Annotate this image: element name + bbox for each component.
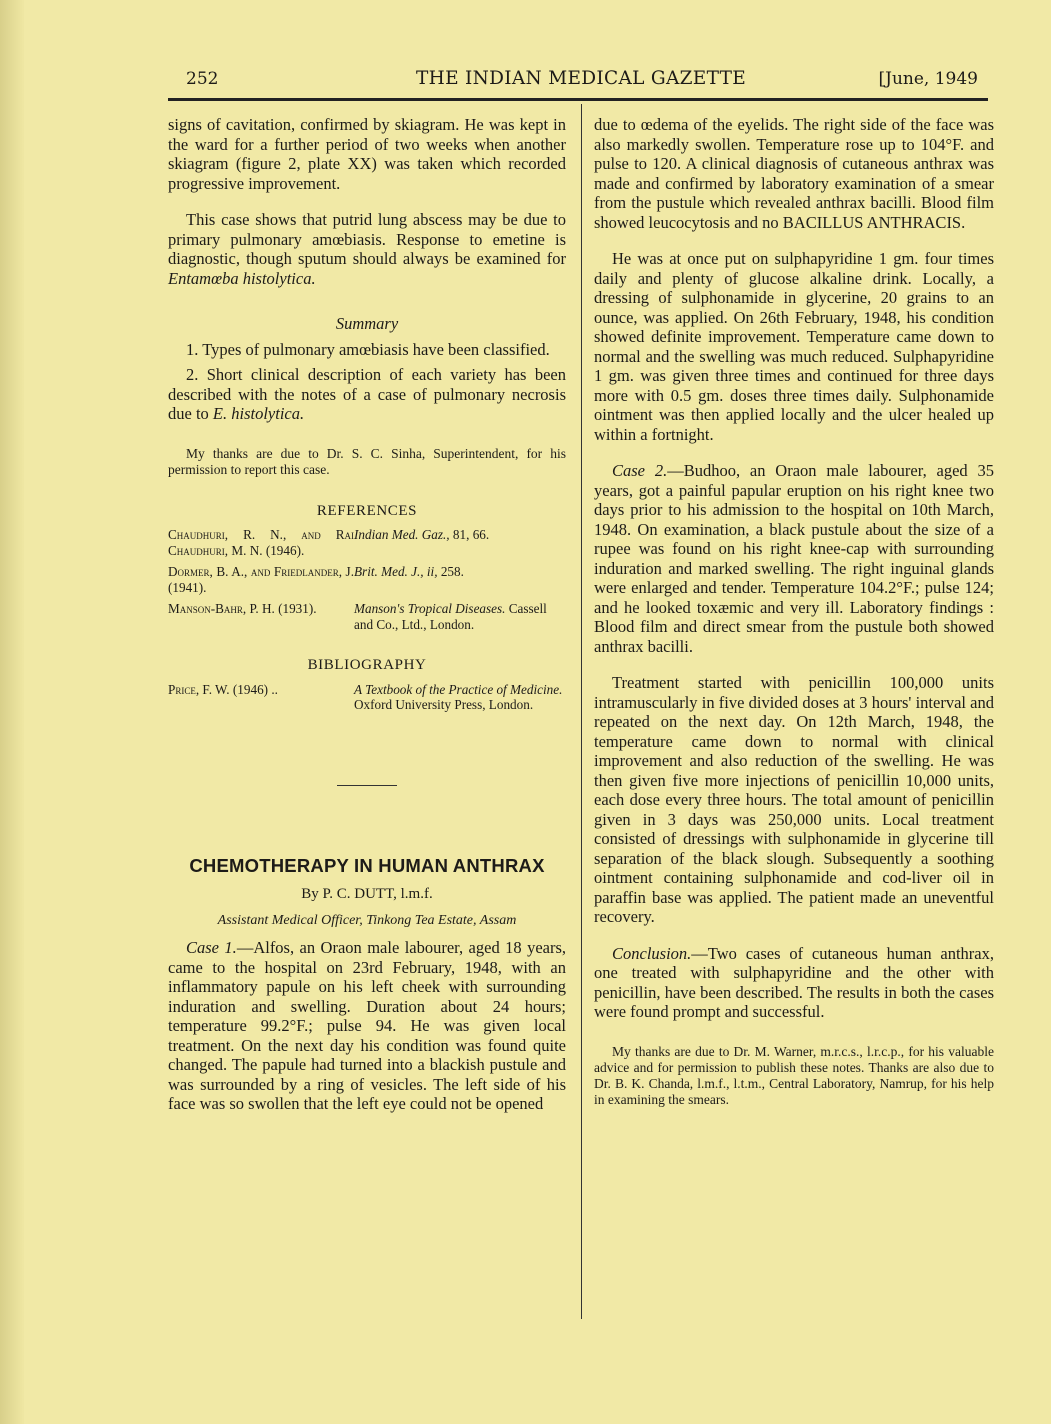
reference-item: Chaudhuri, R. N., and Rai Chaudhuri, M. N. (1946). Indian Med. Gaz., 81, 66. — [168, 527, 490, 558]
right-column — [594, 115, 994, 1108]
left-column — [168, 115, 566, 1114]
paragraph-penicillin: Treatment started with penicillin 100,000 units intramuscularly in five divided doses at 3 hours' interval and repeated on the next day. On 12th March, 1948, the temperature came down to normal with clinical improvement and also reduction of the swelling. He was then given five more injections of penicillin 10,000 units, each dose every three hours. The total amount of penicillin given in 3 days was 250,000 units. Local treatment consisted of dressings with sulphonamide in glycerine till separation of the black slough. Subsequently a soothing ointment containing sulphonamide and cod-liver oil in paraffin base was applied. The patient made an uneventful recovery. — [594, 673, 994, 926]
case-2-paragraph: Case 2.—Budhoo, an Oraon male labourer, aged 35 years, got a painful papular eruption on his right knee two days prior to his admission to the hospital on 10th March, 1948. On examination, a black pustule about the size of a rupee was found on his right knee-cap with surrounding induration and marked swelling. The right inguinal glands were enlarged and tender. Temperature 104.2°F.; pulse 124; and he looked toxæmic and very ill. Laboratory findings : Blood film and direct smear from the pustule both showed anthrax bacilli. — [594, 461, 994, 656]
running-header — [168, 66, 980, 94]
reference-item: Dormer, B. A., and Friedlander, J. (1941). Brit. Med. J., ii, 258. — [168, 564, 464, 595]
summary-item-2: 2. Short clinical description of each variety has been described with the notes of a case of pulmonary necrosis due to E. histolytica. — [168, 365, 566, 423]
conclusion-label: Conclusion. — [612, 943, 692, 963]
section-separator — [337, 785, 397, 786]
case-2-label: Case 2. — [612, 461, 668, 480]
summary-item-1: 1. Types of pulmonary amœbiasis have been classified. — [186, 339, 550, 359]
bibliography-item: Price, F. W. (1946) .. A Textbook of the Practice of Medicine. Oxford University Press, London. — [168, 681, 563, 712]
paragraph-case-1-continued: due to œdema of the eyelids. The right side of the face was also markedly swollen. Temperature rose up to 104°F. and pulse to 120. A clinical diagnosis of cutaneous anthrax was made and confirmed by laboratory examination of a smear from the pustule which revealed anthrax bacilli. Blood film showed leucocytosis and no BACILLUS ANTHRACIS. — [594, 115, 994, 232]
article-title: CHEMOTHERAPY IN HUMAN ANTHRAX — [189, 854, 545, 876]
conclusion-paragraph: Conclusion.—Two cases of cutaneous human anthrax, one treated with sulphapyridine and the other with penicillin, have been described. The results in both the cases were found prompt and successful. — [594, 943, 994, 1021]
header-rule — [168, 98, 988, 101]
case-1-label: Case 1. — [186, 938, 237, 957]
paragraph-cavitation: signs of cavitation, confirmed by skiagram. He was kept in the ward for a further period of two weeks when another skiagram (figure 2, plate XX) was taken which recorded progressive improvement. — [168, 115, 566, 193]
issue-date: [June, 1949 — [878, 69, 978, 89]
journal-title: THE INDIAN MEDICAL GAZETTE — [416, 68, 747, 89]
case-1-paragraph: Case 1.—Alfos, an Oraon male labourer, aged 18 years, came to the hospital on 23rd February, 1948, with an inflammatory papule on his left cheek with surrounding induration and swelling. Duration about 24 hours; temperature 99.2°F.; pulse 94. He was given local treatment. On the next day his condition was found quite changed. The papule had turned into a blackish pustule and was surrounded by a ring of vesicles. The left side of his face was so swollen that the left eye could not be opened — [168, 938, 567, 1113]
reference-item: Manson-Bahr, P. H. (1931). Manson's Tropical Diseases. Cassell and Co., Ltd., London. — [168, 601, 547, 632]
paragraph-lung-abscess: This case shows that putrid lung abscess may be due to primary pulmonary amœbiasis. Response to emetine is diagnostic, though sputum should always be examined for Entamœba histolytica. — [168, 210, 566, 288]
species-name: Entamœba histolytica. — [168, 268, 316, 288]
paragraph-sulphapyridine: He was at once put on sulphapyridine 1 gm. four times daily and plenty of glucose alkaline drink. Locally, a dressing of sulphonamide in glycerine, 20 grains to an ounce, was applied. On 26th February, 1948, his condition showed definite improvement. Temperature came down to normal and the swelling was much reduced. Sulphapyridine 1 gm. was given three times and continued for three days more with 0.5 gm. doses three times daily. Sulphonamide ointment was then applied locally and the ulcer healed up within a fortnight. — [594, 249, 994, 444]
article-acknowledgement: My thanks are due to Dr. M. Warner, m.r.c.s., l.r.c.p., for his valuable advice and for permission to publish these notes. Thanks are also due to Dr. B. K. Chanda, l.m.f., l.t.m., Central Laboratory, Namrup, for his help in examining the smears. — [594, 1043, 994, 1107]
author-affiliation: Assistant Medical Officer, Tinkong Tea Estate, Assam — [217, 912, 517, 928]
page-number: 252 — [186, 69, 219, 89]
acknowledgement: My thanks are due to Dr. S. C. Sinha, Superintendent, for his permission to report this case. — [168, 445, 566, 477]
summary-heading: Summary — [335, 314, 399, 333]
page-edge-shadow — [0, 0, 24, 1424]
bibliography-heading: BIBLIOGRAPHY — [307, 657, 427, 673]
column-divider — [581, 104, 582, 1319]
references-heading: REFERENCES — [316, 502, 418, 519]
byline: By P. C. DUTT, l.m.f. — [301, 886, 433, 902]
